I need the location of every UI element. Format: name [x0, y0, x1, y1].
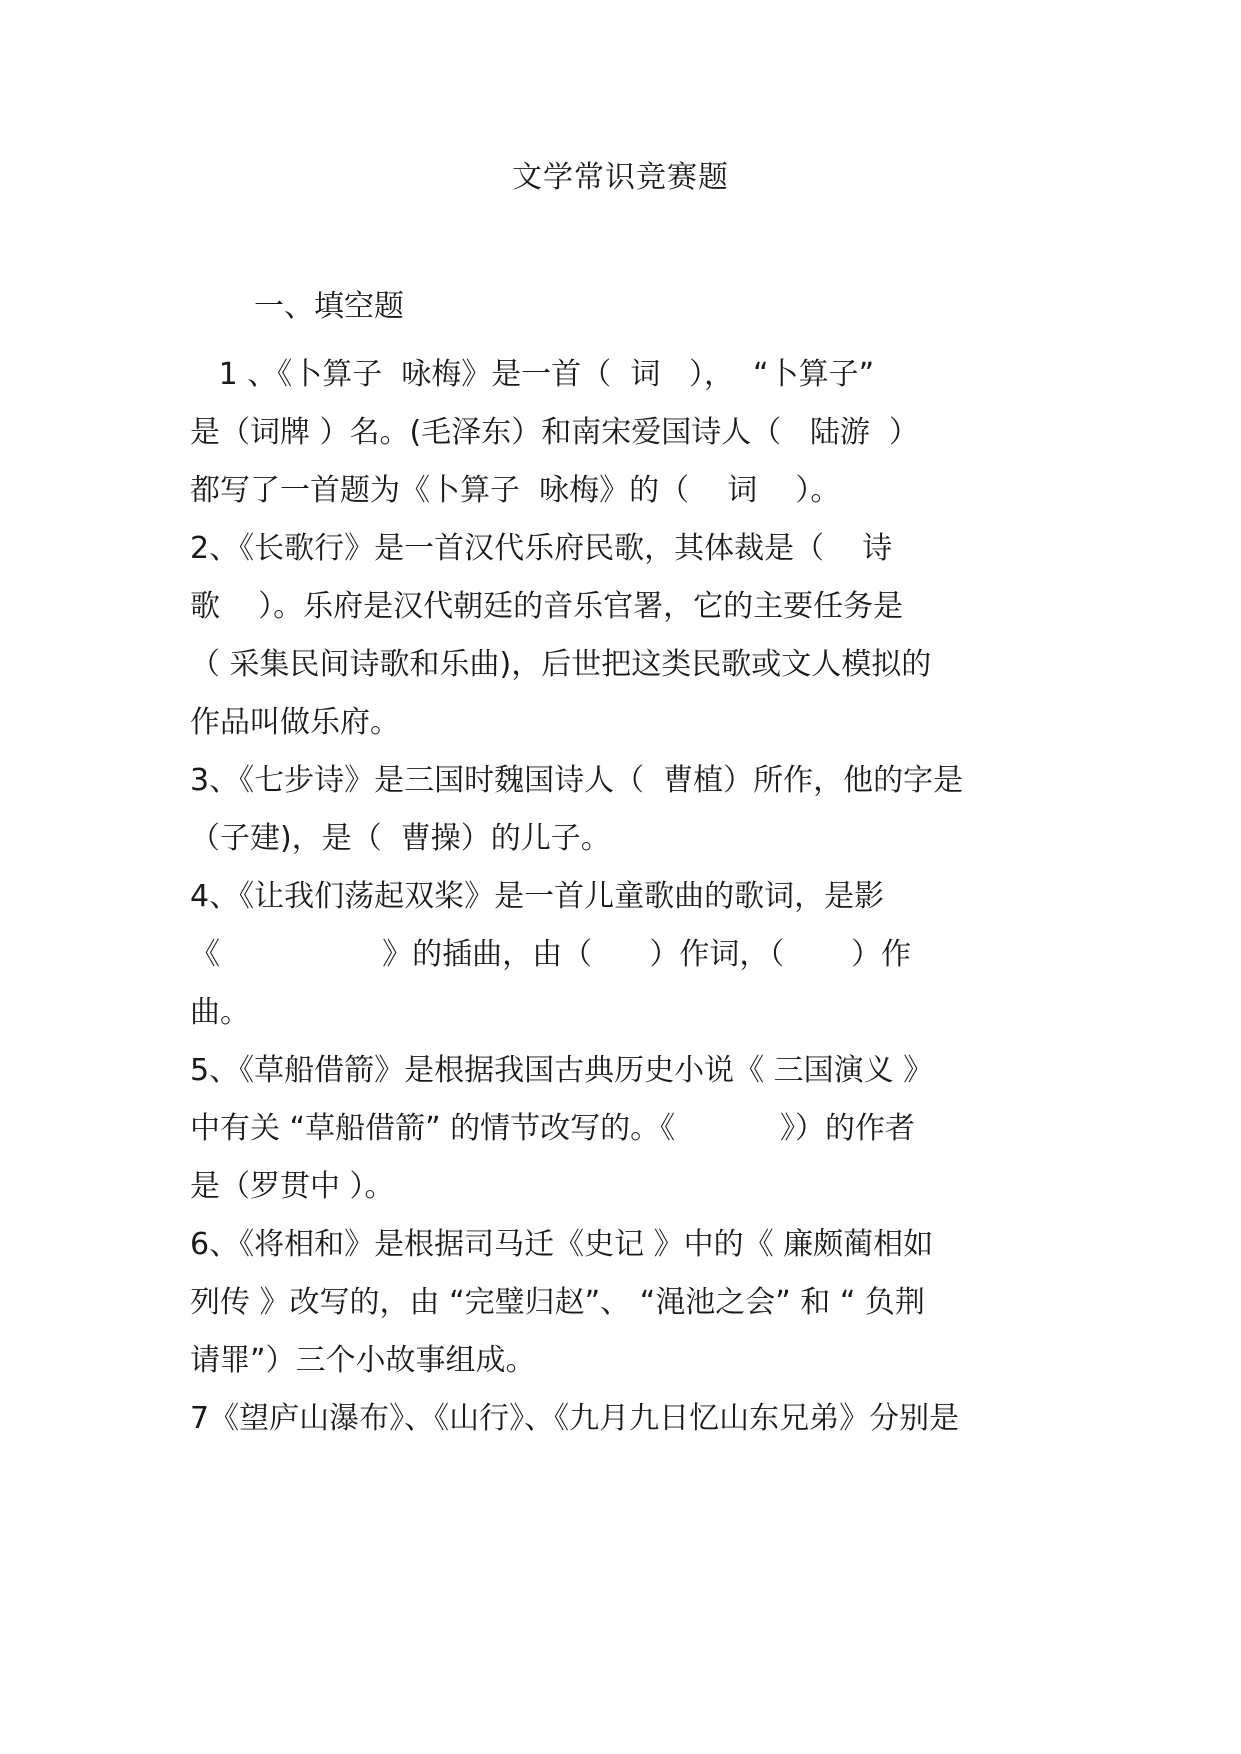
- text-line-11: 《 》的插曲，由（ ）作词，（ ）作: [190, 937, 912, 972]
- text-line-9: （子建)，是（ 曹操）的儿子。: [190, 821, 611, 856]
- text-line-8: 3、《七步诗》是三国时魏国诗人（ 曹植）所作，他的字是: [190, 763, 964, 798]
- text-line-14: 中有关 “草船借箭” 的情节改写的。《 》）的作者: [190, 1111, 916, 1146]
- text-line-13: 5、《草船借箭》是根据我国古典历史小说《 三国演义 》: [190, 1053, 934, 1088]
- text-line-18: 请罪”）三个小故事组成。: [190, 1343, 536, 1378]
- text-line-19: 7《望庐山瀑布》、《山行》、《九月九日忆山东兄弟》分别是: [190, 1401, 960, 1436]
- text-line-2: 是（词牌 ）名。(毛泽东）和南宋爱国诗人（ 陆游 ）: [190, 415, 919, 450]
- text-line-4: 2、《长歌行》是一首汉代乐府民歌，其体裁是（ 诗: [190, 531, 893, 566]
- text-line-12: 曲。: [190, 995, 250, 1030]
- text-line-5: 歌 ）。乐府是汉代朝廷的音乐官署，它的主要任务是: [190, 589, 904, 624]
- text-line-15: 是（罗贯中 ）。: [190, 1169, 395, 1204]
- text-line-16: 6、《将相和》是根据司马迁《史记 》中的《 廉颇蔺相如: [190, 1227, 934, 1262]
- section-heading: 一、填空题: [254, 289, 404, 324]
- text-line-7: 作品叫做乐府。: [190, 705, 400, 740]
- text-line-10: 4、《让我们荡起双桨》是一首儿童歌曲的歌词，是影: [190, 879, 885, 914]
- text-line-3: 都写了一首题为《卜算子 咏梅》的（ 词 ）。: [190, 473, 841, 508]
- text-line-17: 列传 》改写的，由 “完璧归赵”、 “渑池之会” 和 “ 负荆: [190, 1285, 925, 1320]
- text-line-6: （ 采集民间诗歌和乐曲)，后世把这类民歌或文人模拟的: [190, 647, 932, 682]
- text-line-1: 1 、《卜算子 咏梅》是一首（ 词 ）， “卜算子”: [190, 357, 875, 392]
- document-title: 文学常识竞赛题: [512, 160, 729, 195]
